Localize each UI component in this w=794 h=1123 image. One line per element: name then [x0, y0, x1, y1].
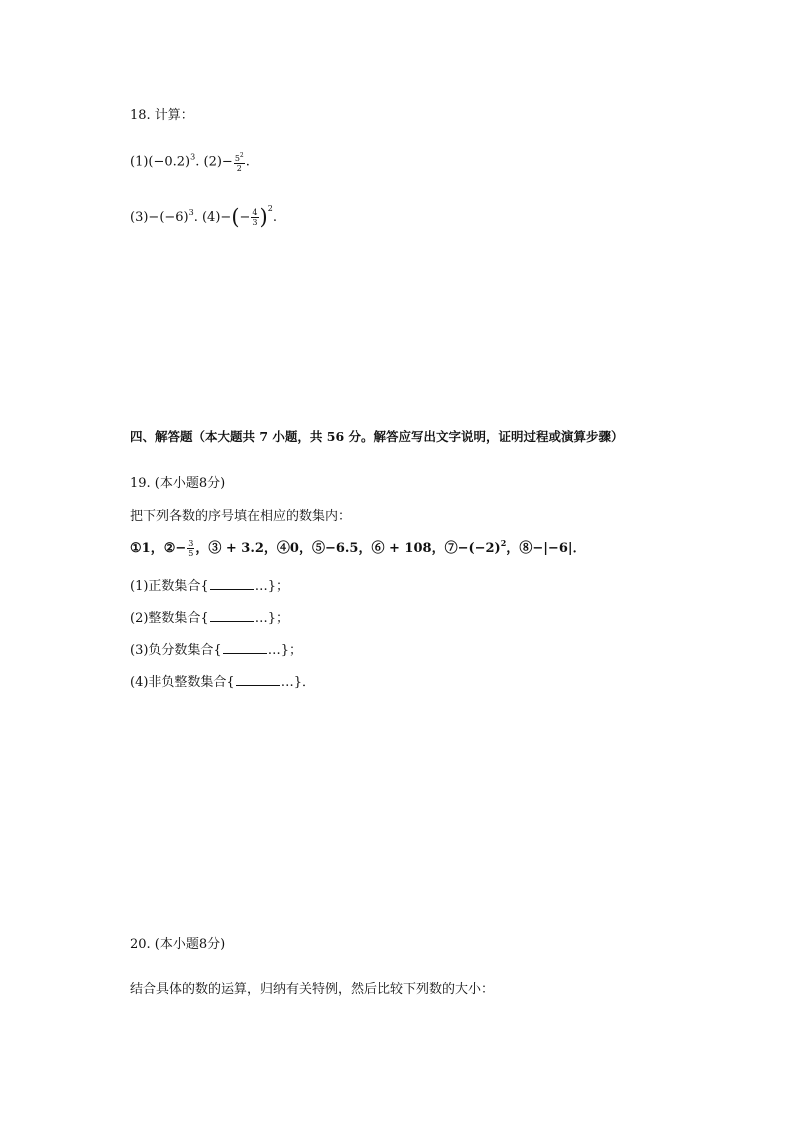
q19-instruction: 把下列各数的序号填在相应的数集内： — [130, 509, 352, 524]
q18-part3-expr: −(−6) — [148, 210, 189, 225]
q18-part4-numerator: 4 — [252, 208, 258, 217]
q18-separator: . — [193, 210, 202, 225]
q18-part1-exponent: 3 — [190, 152, 196, 162]
q18-part2-numerator: 5 — [234, 154, 240, 163]
q18-part2-minus: − — [221, 154, 233, 170]
q19-item-3: ③ + 3.2， — [208, 541, 277, 556]
q19-set-4 — [130, 671, 315, 690]
q19-set-1-close: …}； — [254, 579, 289, 594]
q19-set-3-close: …}； — [267, 643, 302, 658]
q19-set-1-blank[interactable] — [210, 578, 254, 590]
q19-item-2-suffix: ， — [195, 541, 209, 556]
q19-set-2-close: …}； — [254, 611, 289, 626]
q18-title: 18. 计算： — [130, 108, 194, 123]
q19-item-2-prefix: ②− — [163, 541, 187, 556]
q19-set-4-blank[interactable] — [236, 674, 280, 686]
q19-item-7-suffix: ， — [506, 541, 520, 556]
q19-item-2-denominator: 5 — [188, 549, 194, 558]
q19-set-3 — [130, 639, 302, 658]
q19-set-3-blank[interactable] — [223, 642, 267, 654]
q19-set-2 — [130, 607, 289, 626]
q19-item-1: ①1， — [130, 541, 164, 556]
q18-separator: . — [195, 154, 204, 170]
q18-parts-3-4 — [130, 204, 277, 229]
q19-item-4: ④0， — [276, 541, 312, 556]
q18-part1-expr: (−0.2) — [148, 154, 191, 170]
q18-end-period: . — [245, 154, 250, 170]
q20-instruction: 结合具体的数的运算，归纳有关特例，然后比较下列数的大小： — [130, 982, 495, 997]
section-heading: 四、解答题（本大题共 7 小题，共 56 分。解答应写出文字说明，证明过程或演算步骤） — [130, 429, 624, 444]
q18-part4-left-paren: ( — [231, 205, 240, 229]
q18-part4-label: (4) — [201, 210, 221, 225]
q19-item-5: ⑤−6.5， — [311, 541, 372, 556]
q19-set-2-blank[interactable] — [210, 610, 254, 622]
q19-set-1 — [130, 575, 289, 594]
q18-part3-exponent: 3 — [188, 208, 194, 217]
q18-part4-minus: − — [220, 210, 232, 225]
q19-set-2-label: (2)整数集合{ — [130, 611, 209, 626]
q19-set-3-label: (3)负分数集合{ — [130, 643, 222, 658]
q19-item-2-numerator: 3 — [188, 539, 194, 548]
q20-title: 20. (本小题8分) — [130, 937, 226, 952]
q19-set-1-label: (1)正数集合{ — [130, 579, 209, 594]
q18-part2-denominator: 2 — [236, 164, 242, 173]
q19-number-list — [130, 537, 586, 558]
q18-part4-exponent: 2 — [267, 204, 273, 213]
q18-end-period: . — [272, 210, 277, 225]
q19-set-4-label: (4)非负整数集合{ — [130, 675, 235, 690]
q19-item-7-prefix: ⑦−(−2) — [444, 541, 501, 556]
q18-part2-exponent: 2 — [239, 152, 244, 159]
q18-part4-fraction — [251, 208, 258, 227]
q19-item-2-fraction — [187, 539, 194, 558]
q18-part1-label: (1) — [130, 154, 149, 170]
q18-part3-label: (3) — [130, 210, 149, 225]
q18-parts-1-2 — [130, 151, 250, 173]
q18-part4-denominator: 3 — [252, 218, 258, 227]
q19-set-4-close: …}． — [280, 675, 315, 690]
q18-part2-fraction — [234, 151, 245, 173]
q19-item-8: ⑧−|−6|． — [519, 541, 586, 556]
q18-part4-right-paren: ) — [259, 205, 268, 229]
q18-part4-inner-minus: − — [239, 210, 251, 225]
q19-item-7-exponent: 2 — [500, 538, 507, 548]
q19-item-6: ⑥ + 108， — [371, 541, 445, 556]
q18-part2-label: (2) — [203, 154, 222, 170]
q19-title: 19. (本小题8分) — [130, 476, 226, 491]
